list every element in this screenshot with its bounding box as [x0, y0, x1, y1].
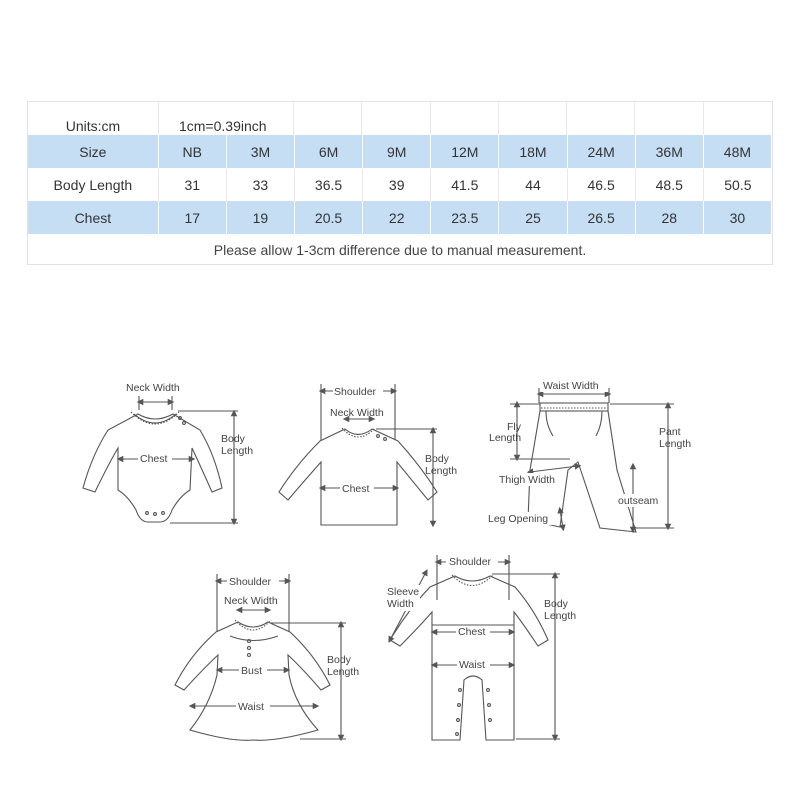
body-length-label: Body Length	[28, 169, 159, 201]
chest-cell: 28	[636, 201, 704, 234]
chest-cell: 22	[363, 201, 431, 234]
units-label: Units:cm	[28, 102, 159, 135]
pants-pant-length-label-1: Pant	[659, 426, 681, 438]
chest-cell: 19	[227, 201, 295, 234]
shirt-shoulder-label: Shoulder	[334, 386, 377, 398]
dress-bust-label: Bust	[241, 665, 263, 677]
size-cell: 36M	[636, 135, 704, 168]
body-length-cell: 50.5	[724, 177, 752, 193]
romper-chest-label: Chest	[458, 626, 486, 638]
chest-cell: 25	[499, 201, 567, 234]
shirt-neck-width-label: Neck Width	[330, 407, 384, 419]
size-cell: 24M	[568, 135, 636, 168]
body-length-cell: 39	[363, 169, 431, 201]
chest-cell: 30	[704, 201, 772, 234]
size-cell: 18M	[499, 135, 567, 168]
pants-leg-opening-label: Leg Opening	[488, 513, 549, 525]
size-cell: NB	[159, 135, 227, 168]
bodysuit-chest-label: Chest	[140, 453, 168, 465]
body-length-cell: 46.5	[568, 169, 636, 201]
dress-diagram	[175, 574, 359, 740]
romper-diagram	[384, 555, 576, 740]
conversion-label: 1cm=0.39inch	[159, 102, 294, 135]
body-length-cell: 48.5	[636, 169, 704, 201]
chest-cell: 20.5	[295, 201, 363, 234]
size-cell: 48M	[704, 135, 772, 168]
pants-waist-width-label: Waist Width	[543, 380, 599, 392]
chest-cell: 17	[159, 201, 227, 234]
romper-body-label-2: Length	[544, 610, 577, 622]
measurement-note: Please allow 1-3cm difference due to manual measurement.	[213, 241, 587, 258]
size-header-label: Size	[28, 135, 159, 168]
romper-shoulder-label: Shoulder	[449, 556, 492, 568]
size-cell: 3M	[227, 135, 295, 168]
bodysuit-body-label-2: Length	[221, 445, 254, 457]
dress-body-label-2: Length	[327, 666, 360, 678]
chest-cell: 26.5	[568, 201, 636, 234]
pants-pant-length-label-2: Length	[659, 438, 692, 450]
dress-shoulder-label: Shoulder	[229, 576, 272, 588]
body-length-cell: 31	[159, 169, 227, 201]
shirt-body-label-2: Length	[425, 465, 458, 477]
shirt-chest-label: Chest	[342, 483, 370, 495]
body-length-cell: 36.5	[295, 169, 363, 201]
bodysuit-diagram	[83, 382, 253, 523]
chest-cell: 23.5	[431, 201, 499, 234]
pants-waistband	[540, 403, 608, 411]
dress-neck-width-label: Neck Width	[224, 595, 278, 607]
shirt-diagram	[279, 384, 457, 525]
size-cell: 12M	[431, 135, 499, 168]
pants-outseam-label: outseam	[618, 495, 659, 507]
romper-waist-label: Waist	[459, 659, 485, 671]
pants-fly-label-2: Length	[489, 432, 522, 444]
romper-sleeve-label-2: Width	[387, 598, 414, 610]
pants-fly-label-1: Fly	[507, 421, 521, 433]
body-length-cell: 33	[227, 169, 295, 201]
size-cell: 6M	[295, 135, 363, 168]
body-length-cell: 41.5	[431, 169, 499, 201]
shirt-body-label-1: Body	[425, 453, 449, 465]
bodysuit-neck-width-label: Neck Width	[126, 382, 180, 394]
dress-outline	[175, 622, 330, 740]
romper-body-label-1: Body	[544, 598, 568, 610]
pants-diagram	[487, 379, 691, 532]
dress-body-label-1: Body	[327, 654, 351, 666]
pants-thigh-width-label: Thigh Width	[499, 474, 556, 486]
bodysuit-outline	[83, 414, 222, 522]
body-length-cell: 44	[499, 169, 567, 201]
size-cell: 9M	[363, 135, 431, 168]
shirt-outline	[279, 429, 437, 525]
romper-sleeve-label-1: Sleeve	[387, 586, 420, 598]
chest-label: Chest	[28, 201, 159, 234]
bodysuit-body-label-1: Body	[221, 433, 245, 445]
dress-waist-label: Waist	[238, 701, 264, 713]
